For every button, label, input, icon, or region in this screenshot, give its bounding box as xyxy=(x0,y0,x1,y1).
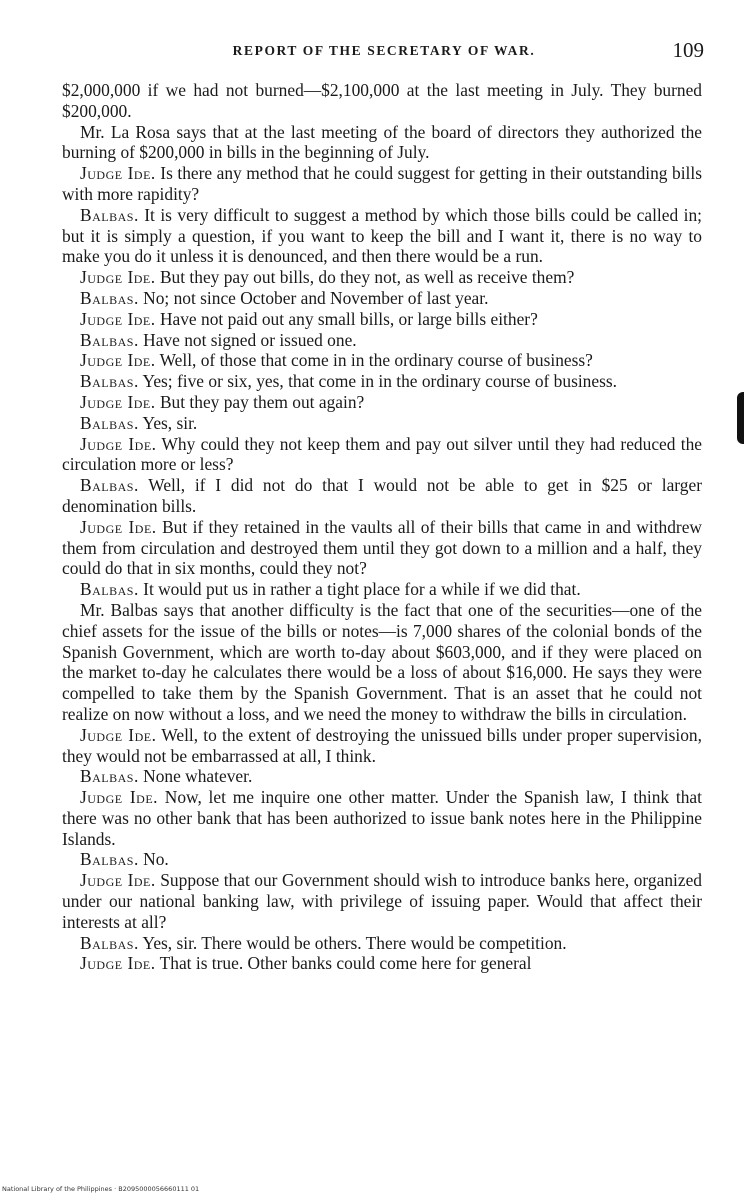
paragraph-text: Suppose that our Government should wish to introduce banks here, organized under our national banking law, with privilege of issuing paper. Would that affect their interests at all? xyxy=(62,870,702,932)
paragraph xyxy=(62,475,702,517)
paragraph xyxy=(62,933,702,954)
paragraph-text: Yes; five or six, yes, that come in in the ordinary course of business. xyxy=(142,371,617,392)
paragraph xyxy=(62,80,702,122)
paragraph xyxy=(62,434,702,476)
speaker-name: Balbas. xyxy=(80,287,139,308)
body-text xyxy=(62,80,702,974)
paragraph-text: Is there any method that he could suggest for getting in their outstanding bills with more rapidity? xyxy=(62,163,702,204)
paragraph-text: No. xyxy=(143,849,169,870)
speaker-name: Judge Ide. xyxy=(80,350,156,371)
page-header xyxy=(62,38,706,64)
paragraph-text: Yes, sir. xyxy=(142,412,198,433)
paragraph-text: Now, let me inquire one other matter. Under the Spanish law, I think that there was no other bank that has been authorized to issue bank notes here in the Philippine Islands. xyxy=(62,787,702,849)
paragraph xyxy=(62,600,702,725)
paragraph xyxy=(62,413,702,434)
paragraph xyxy=(62,392,702,413)
speaker-name: Judge Ide. xyxy=(80,163,156,184)
paragraph xyxy=(62,330,702,351)
speaker-name: Balbas. xyxy=(80,371,139,392)
running-head: REPORT OF THE SECRETARY OF WAR. xyxy=(232,43,536,58)
speaker-name: Balbas. xyxy=(80,766,139,787)
paragraph xyxy=(62,205,702,267)
speaker-name: Judge Ide. xyxy=(80,391,156,412)
paragraph xyxy=(62,517,702,579)
speaker-name: Judge Ide. xyxy=(80,433,157,454)
paragraph xyxy=(62,953,702,974)
paragraph-text: Why could they not keep them and pay out silver until they had reduced the circulation more or less? xyxy=(62,433,702,475)
paragraph-text: Yes, sir. There would be others. There would be competition. xyxy=(142,932,567,953)
speaker-name: Judge Ide. xyxy=(80,516,157,537)
paragraph-text: Well, to the extent of destroying the unissued bills under proper supervision, they would not be embarrassed at all, I think. xyxy=(62,724,702,766)
paragraph-text: That is true. Other banks could come here for general xyxy=(159,953,532,974)
paragraph xyxy=(62,849,702,870)
speaker-name: Balbas. xyxy=(80,412,139,433)
paragraph xyxy=(62,371,702,392)
paragraph-text: But if they retained in the vaults all of their bills that came in and withdrew them from circulation and destroyed them until they got down to a million and a half, they could do that in six months, could they not? xyxy=(62,516,702,579)
speaker-name: Judge Ide. xyxy=(80,953,156,974)
paragraph-text: It would put us in rather a tight place for a while if we did that. xyxy=(143,579,581,600)
speaker-name: Balbas. xyxy=(80,932,139,953)
paragraph-text: But they pay them out again? xyxy=(159,391,365,412)
page-number: 109 xyxy=(672,38,704,62)
paragraph-text: Mr. Balbas says that another difficulty is the fact that one of the securities—one of the chief assets for the issue of the bills or notes—is 7,000 shares of the colonial bonds of the Spanish Government, which are worth to-day about $603,000, and if they were placed on the market to-day he calculates there would be a loss of about $16,000. He says they were compelled to take them by the Spanish Government. That is an asset that he could not realize on now without a loss, and we need the money to withdraw the bills in circulation. xyxy=(62,599,702,724)
paragraph xyxy=(62,288,702,309)
page-edge-mark xyxy=(737,392,744,444)
paragraph xyxy=(62,787,702,849)
speaker-name: Balbas. xyxy=(80,204,139,225)
paragraph xyxy=(62,766,702,787)
speaker-name: Judge Ide. xyxy=(80,724,157,745)
paragraph-text: Well, if I did not do that I would not be able to get in $25 or larger denomination bills. xyxy=(62,475,702,516)
speaker-name: Judge Ide. xyxy=(80,267,156,288)
paragraph xyxy=(62,267,702,288)
speaker-name: Judge Ide. xyxy=(80,787,158,808)
paragraph xyxy=(62,122,702,164)
paragraph xyxy=(62,725,702,767)
paragraph-text: Have not paid out any small bills, or large bills either? xyxy=(159,308,538,329)
paragraph xyxy=(62,350,702,371)
paragraph xyxy=(62,579,702,600)
speaker-name: Balbas. xyxy=(80,849,139,870)
paragraph-text: But they pay out bills, do they not, as well as receive them? xyxy=(159,267,575,288)
paragraph xyxy=(62,870,702,932)
speaker-name: Balbas. xyxy=(80,329,139,350)
paragraph-text: Mr. La Rosa says that at the last meeting of the board of directors they authorized the burning of $200,000 in bills in the beginning of July. xyxy=(62,121,702,163)
paragraph-text: It is very difficult to suggest a method by which those bills could be called in; but it is simply a question, if you want to keep the bill and I want it, there is no way to make you do it unless it is denounced, and then there would be a run. xyxy=(62,204,702,267)
scan-footer: National Library of the Philippines · B2095000056660111 01 xyxy=(2,1185,200,1193)
speaker-name: Judge Ide. xyxy=(80,870,156,891)
paragraph-text: $2,000,000 if we had not burned—$2,100,000 at the last meeting in July. They burned $200,000. xyxy=(62,80,702,121)
paragraph-text: None whatever. xyxy=(143,766,253,787)
paragraph-text: No; not since October and November of last year. xyxy=(143,287,489,308)
paragraph-text: Well, of those that come in in the ordinary course of business? xyxy=(159,350,593,371)
paragraph-text: Have not signed or issued one. xyxy=(143,329,357,350)
speaker-name: Judge Ide. xyxy=(80,308,156,329)
speaker-name: Balbas. xyxy=(80,475,139,496)
paragraph xyxy=(62,163,702,205)
speaker-name: Balbas. xyxy=(80,579,139,600)
paragraph xyxy=(62,309,702,330)
